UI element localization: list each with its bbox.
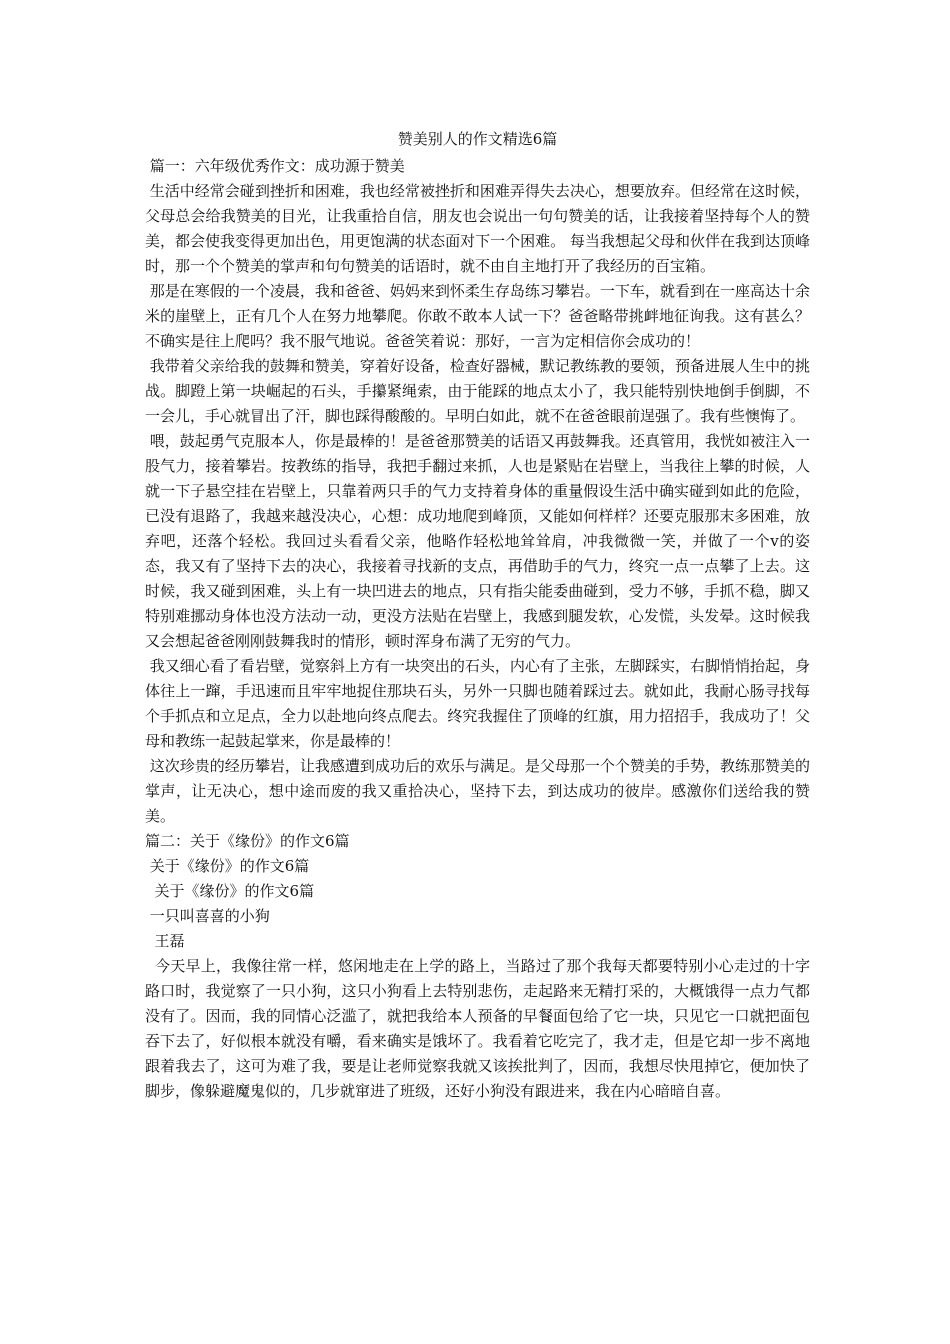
document-title: 赞美别人的作文精选6篇 bbox=[397, 130, 558, 148]
essay-author: 王磊 bbox=[145, 932, 185, 950]
essay-title: 一只叫喜喜的小狗 bbox=[145, 907, 270, 925]
paragraph-6: 这次珍贵的经历攀岩，让我感遭到成功后的欢乐与满足。是父母那一个个赞美的手势，教练那赞美的掌声，让无决心，想中途而废的我又重拾决心，坚持下去，到达成功的彼岸。感激你们送给我的赞美。 bbox=[145, 757, 810, 825]
subheading-1: 关于《缘份》的作文6篇 bbox=[145, 857, 310, 875]
document-body bbox=[145, 154, 810, 1104]
paragraph-2: 那是在寒假的一个凌晨，我和爸爸、妈妈来到怀柔生存岛练习攀岩。一下车，就看到在一座高达十余米的崖壁上，正有几个人在努力地攀爬。你敢不敢本人试一下？爸爸略带挑衅地征询我。这有甚么？不确实是往上爬吗？我不服气地说。爸爸笑着说：那好，一言为定相信你会成功的！ bbox=[145, 282, 810, 350]
section-heading-2: 篇二：关于《缘份》的作文6篇 bbox=[145, 832, 350, 850]
subheading-2: 关于《缘份》的作文6篇 bbox=[145, 882, 315, 900]
paragraph-1: 生活中经常会碰到挫折和困难，我也经常被挫折和困难弄得失去决心，想要放弃。但经常在这时候，父母总会给我赞美的目光，让我重拾自信，朋友也会说出一句句赞美的话，让我接着坚持每个人的赞美，都会使我变得更加出色，用更饱满的状态面对下一个困难。 每当我想起父母和伙伴在我到达顶峰时，那一个个赞美的掌声和句句赞美的话语时，就不由自主地打开了我经历的百宝箱。 bbox=[145, 182, 810, 275]
paragraph-4: 喂，鼓起勇气克服本人，你是最棒的！是爸爸那赞美的话语又再鼓舞我。还真管用，我恍如被注入一股气力，接着攀岩。按教练的指导，我把手翻过来抓，人也是紧贴在岩壁上，当我往上攀的时候，人就一下子悬空挂在岩壁上，只靠着两只手的气力支持着身体的重量假设生活中确实碰到如此的危险，已没有退路了，我越来越没决心，心想：成功地爬到峰顶，又能如何样样？还要克服那末多困难，放弃吧，还落个轻松。我回过头看看父亲，他略作轻松地耸耸肩，冲我微微一笑，并做了一个v的姿态，我又有了坚持下去的决心，我接着寻找新的支点，再借助手的气力，终究一点一点攀了上去。这时候，我又碰到困难，头上有一块凹进去的地点，只有指尖能委曲碰到，受力不够，手抓不稳，脚又特别难挪动身体也没方法动一动，更没方法贴在岩壁上，我感到腿发软，心发慌，头发晕。这时候我又会想起爸爸刚刚鼓舞我时的情形，顿时浑身布满了无穷的气力。 bbox=[145, 432, 810, 650]
paragraph-5: 我又细心看了看岩壁，觉察斜上方有一块突出的石头，内心有了主张，左脚踩实，右脚悄悄抬起，身体往上一蹿，手迅速而且牢牢地捉住那块石头，另外一只脚也随着踩过去。就如此，我耐心肠寻找每个手抓点和立足点，全力以赴地向终点爬去。终究我握住了顶峰的红旗，用力招招手，我成功了！父母和教练一起鼓起掌来，你是最棒的！ bbox=[145, 657, 810, 750]
paragraph-3: 我带着父亲给我的鼓舞和赞美，穿着好设备，检查好器械，默记教练教的要领，预备进展人生中的挑战。脚蹬上第一块崛起的石头，手攥紧绳索，由于能踩的地点太小了，我只能特别快地倒手倒脚，不一会儿，手心就冒出了汗，脚也踩得酸酸的。早明白如此，就不在爸爸眼前逞强了。我有些懊悔了。 bbox=[145, 357, 810, 425]
document-page bbox=[145, 124, 810, 1104]
section-heading-1: 篇一：六年级优秀作文：成功源于赞美 bbox=[145, 157, 405, 175]
paragraph-7: 今天早上，我像往常一样，悠闲地走在上学的路上，当路过了那个我每天都要特别小心走过的十字路口时，我觉察了一只小狗，这只小狗看上去特别悲伤，走起路来无精打采的，大概饿得一点力气都没有了。因而，我的同情心泛滥了，就把我给本人预备的早餐面包给了它一块，只见它一口就把面包吞下去了，好似根本就没有嚼，看来确实是饿坏了。我看着它吃完了，我才走，但是它却一步不离地跟着我去了，这可为难了我，要是让老师觉察我就又该挨批判了，因而，我想尽快甩掉它，便加快了脚步，像躲避魔鬼似的，几步就窜进了班级，还好小狗没有跟进来，我在内心暗暗自喜。 bbox=[145, 957, 810, 1100]
